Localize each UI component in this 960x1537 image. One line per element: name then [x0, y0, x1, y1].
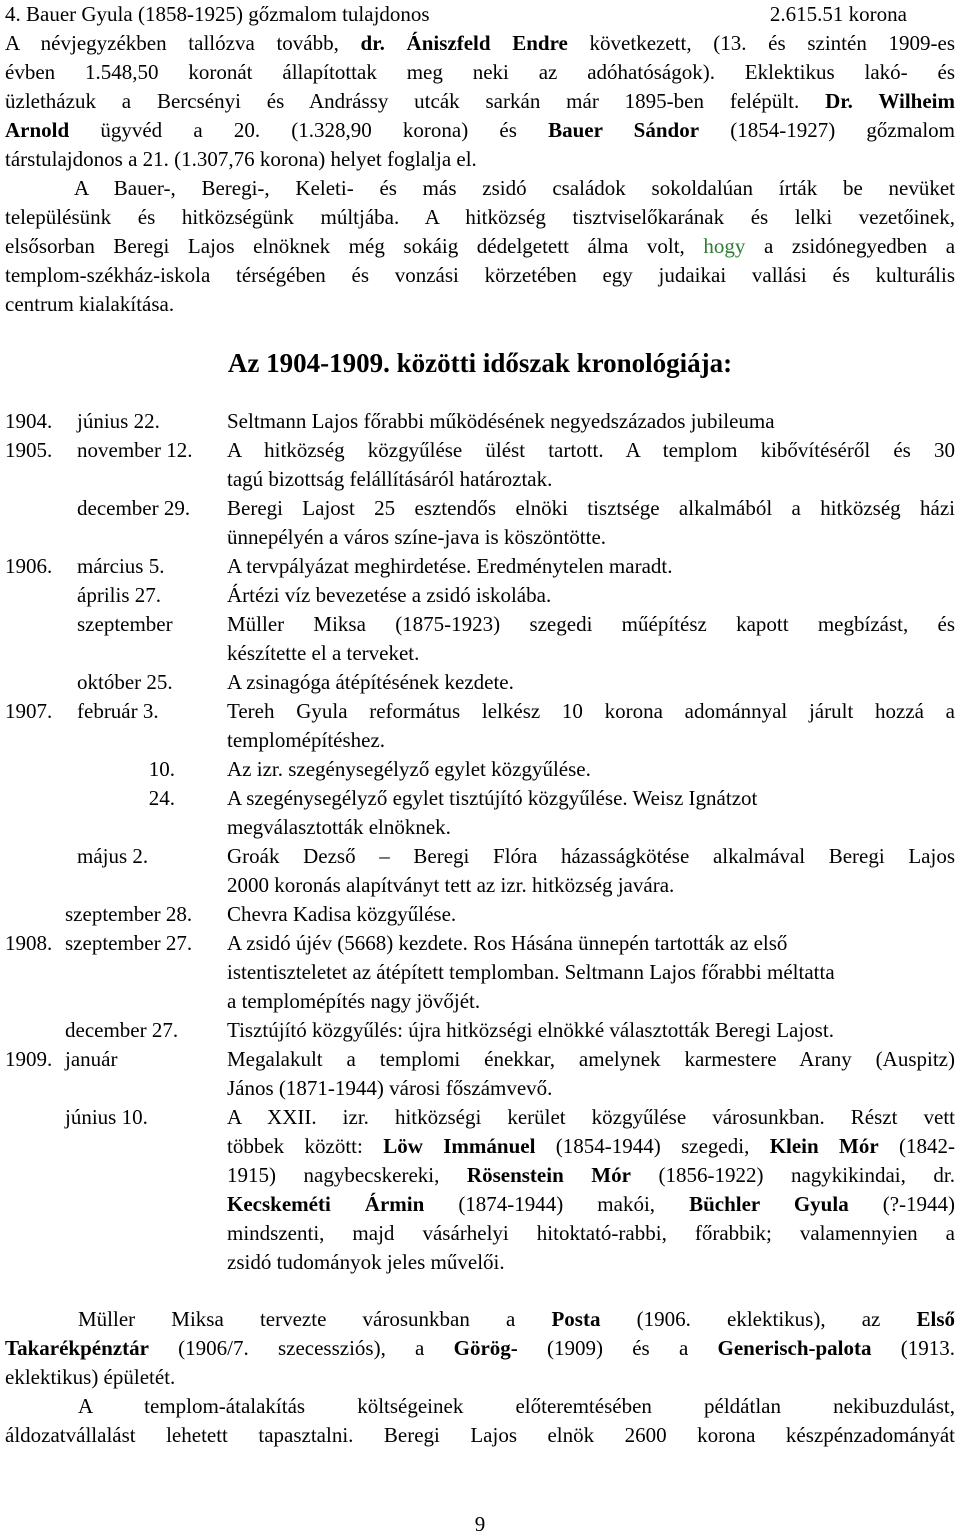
para4-line-1 — [78, 1392, 955, 1421]
section-heading: Az 1904-1909. közötti időszak kronológiája: — [227, 348, 733, 378]
chronology-row — [5, 987, 955, 1016]
chronology-row — [5, 958, 955, 987]
building-name: Takarékpénztár — [5, 1336, 149, 1360]
person-name: Büchler Gyula — [689, 1192, 849, 1216]
para3-line-1 — [78, 1305, 955, 1334]
event-text: János (1871-1944) városi főszámvevő. — [227, 1076, 553, 1100]
chronology-row — [5, 726, 955, 755]
event-text: Tereh Gyula református lelkész 10 korona adománnyal járult hozzá a — [227, 699, 955, 723]
date: 10. — [148, 757, 175, 781]
event-text — [227, 1190, 955, 1219]
event-text: Müller Miksa (1875-1923) szegedi műépítész kapott megbízást, és — [227, 612, 955, 636]
event-text: Groák Dezső – Beregi Flóra házasságkötése alkalmával Beregi Lajos — [227, 844, 955, 868]
para2-line-2 — [5, 203, 955, 232]
chronology-row — [5, 929, 955, 958]
chronology-row — [5, 552, 955, 581]
event-text: 2000 koronás alapítványt tett az izr. hitközség javára. — [227, 873, 675, 897]
event-text: Beregi Lajost 25 esztendős elnöki tisztsége alkalmából a hitközség házi — [227, 496, 955, 520]
date: április 27. — [77, 583, 161, 607]
text-span: ügyvéd a 20. (1.328,90 korona) és — [100, 118, 517, 142]
text-span: (1856-1922) nagykikindai, dr. — [658, 1163, 955, 1187]
intro-line-2 — [5, 29, 955, 58]
chronology-row — [5, 813, 955, 842]
text-span: (1842- — [899, 1134, 956, 1158]
text-span: (1906/7. szecessziós), a — [178, 1336, 425, 1360]
intro-line-6 — [5, 145, 955, 174]
event-text: A zsinagóga átépítésének kezdete. — [227, 670, 514, 694]
event-text: Tisztújító közgyűlés: újra hitközségi elnökké választották Beregi Lajost. — [227, 1018, 834, 1042]
year: 1905. — [5, 438, 53, 462]
chronology-row — [5, 668, 955, 697]
date: szeptember 27. — [65, 931, 193, 955]
person-name: Dr. Wilheim — [825, 89, 955, 113]
para2-line-1 — [74, 174, 955, 203]
event-text: A szegénysegélyző egylet tisztújító közgyűlése. Weisz Ignátzot — [227, 786, 758, 810]
text-span: eklektikus) épületét. — [5, 1365, 176, 1389]
person-name: Kecskeméti Ármin — [227, 1192, 425, 1216]
text-span: elsősorban Beregi Lajos elnöknek még sokáig dédelgetett álma volt, — [5, 234, 685, 258]
date: december 27. — [65, 1018, 179, 1042]
text-span: áldozatvállalást lehetett tapasztalni. Beregi Lajos elnök 2600 korona készpénzadományát — [5, 1423, 955, 1447]
chronology-row — [5, 407, 955, 436]
building-name: Generisch-palota — [717, 1336, 872, 1360]
intro-line-5 — [5, 116, 955, 145]
person-name: Arnold — [5, 118, 70, 142]
event-text — [227, 1161, 955, 1190]
event-text: megválasztották elnöknek. — [227, 815, 451, 839]
intro-line-4 — [5, 87, 955, 116]
event-text: A zsidó újév (5668) kezdete. Ros Hásána ünnepén tartották az első — [227, 931, 788, 955]
chronology-row — [5, 581, 955, 610]
text-span: üzletházuk a Bercsényi és Andrássy utcák sarkán már 1895-ben felépült. — [5, 89, 800, 113]
para2-line-3 — [5, 232, 955, 261]
year: 1909. — [5, 1047, 53, 1071]
chronology-row — [5, 610, 955, 639]
text-span: többek között: — [227, 1134, 363, 1158]
text-span: a zsidónegyedben a — [763, 234, 956, 258]
date: június 22. — [77, 409, 160, 433]
chronology-row — [5, 639, 955, 668]
person-name: Löw Immánuel — [383, 1134, 536, 1158]
text-span: társtulajdonos a 21. (1.307,76 korona) helyet foglalja el. — [5, 147, 477, 171]
chronology-row — [5, 465, 955, 494]
year: 1907. — [5, 699, 53, 723]
para2-line-4 — [5, 261, 955, 290]
chronology-row — [5, 1103, 955, 1132]
chronology-row — [5, 1190, 955, 1219]
intro-line-3 — [5, 58, 955, 87]
chronology-row — [5, 1248, 955, 1277]
para3-line-3 — [5, 1363, 955, 1392]
event-text: a templomépítés nagy jövőjét. — [227, 989, 481, 1013]
text-span: (1854-1927) gőzmalom — [730, 118, 956, 142]
date: március 5. — [77, 554, 165, 578]
chronology-row — [5, 900, 955, 929]
text-span: centrum kialakítása. — [5, 292, 175, 316]
text-span: (1909) és a — [547, 1336, 689, 1360]
intro-entry-value: 2.615.51 korona — [769, 2, 907, 26]
text-span: településünk és hitközségünk múltjába. A hitközség tisztviselőkarának és lelki vezetőinek, — [5, 205, 955, 229]
date: február 3. — [77, 699, 159, 723]
event-text: ünnepélyén a város színe-java is köszöntötte. — [227, 525, 607, 549]
year: 1908. — [5, 931, 53, 955]
text-span: (1874-1944) makói, — [458, 1192, 656, 1216]
date: október 25. — [77, 670, 173, 694]
highlighted-word: hogy — [703, 234, 746, 258]
para4-line-2 — [5, 1421, 955, 1450]
chronology-row — [5, 1074, 955, 1103]
chronology-row — [5, 784, 955, 813]
event-text: A hitközség közgyűlése ülést tartott. A templom kibővítéséről és 30 — [227, 438, 955, 462]
text-span: A templom-átalakítás költségeinek előteremtésében példátlan nekibuzdulást, — [78, 1394, 955, 1418]
chronology-row — [5, 697, 955, 726]
text-span: 1915) nagybecskereki, — [227, 1163, 440, 1187]
intro-entry-text: 4. Bauer Gyula (1858-1925) gőzmalom tulajdonos — [5, 2, 430, 26]
event-text: A tervpályázat meghirdetése. Eredménytelen maradt. — [227, 554, 673, 578]
text-span: (1906. eklektikus), az — [636, 1307, 881, 1331]
text-span: (1913. — [900, 1336, 955, 1360]
para3-line-2 — [5, 1334, 955, 1363]
building-name: Első — [916, 1307, 956, 1331]
text-span: templom-székház-iskola térségében és vonzási körzetében egy judaikai vallási és kulturális — [5, 263, 955, 287]
chronology-row — [5, 871, 955, 900]
event-text: tagú bizottság felállításáról határoztak. — [227, 467, 553, 491]
building-name: Posta — [551, 1307, 601, 1331]
text-span: Müller Miksa tervezte városunkban a — [78, 1307, 516, 1331]
event-text — [227, 1132, 955, 1161]
event-text: zsidó tudományok jeles művelői. — [227, 1250, 505, 1274]
chronology-row — [5, 1016, 955, 1045]
event-text: Megalakult a templomi énekkar, amelynek karmestere Arany (Auspitz) — [227, 1047, 955, 1071]
event-text: mindszenti, majd vásárhelyi hitoktató-rabbi, főrabbik; valamennyien a — [227, 1221, 955, 1245]
date: november 12. — [77, 438, 193, 462]
chronology-row — [5, 1161, 955, 1190]
person-name: Bauer Sándor — [548, 118, 700, 142]
event-text: Az izr. szegénysegélyző egylet közgyűlése. — [227, 757, 591, 781]
event-text: istentiszteletet az átépített templomban. Seltmann Lajos főrabbi méltatta — [227, 960, 835, 984]
person-name: dr. Ániszfeld Endre — [360, 31, 568, 55]
year: 1906. — [5, 554, 53, 578]
chronology-row — [5, 842, 955, 871]
intro-line-1 — [5, 0, 955, 29]
person-name: Rösenstein Mór — [466, 1163, 631, 1187]
text-span: évben 1.548,50 koronát állapítottak meg neki az adóhatóságok). Eklektikus lakó- és — [5, 60, 955, 84]
date: szeptember 28. — [65, 902, 193, 926]
date: június 10. — [65, 1105, 148, 1129]
person-name: Klein Mór — [769, 1134, 879, 1158]
page-number: 9 — [474, 1512, 486, 1536]
event-text: készítette el a terveket. — [227, 641, 420, 665]
date: január — [65, 1047, 118, 1071]
building-name: Görög- — [453, 1336, 518, 1360]
text-span: A Bauer-, Beregi-, Keleti- és más zsidó családok sokoldalúan írták be nevüket — [74, 176, 955, 200]
chronology-row — [5, 1132, 955, 1161]
para2-line-5 — [5, 290, 955, 319]
date: május 2. — [77, 844, 149, 868]
text-span: (?-1944) — [882, 1192, 956, 1216]
text-span: következett, (13. és szintén 1909-es — [589, 31, 956, 55]
event-text: A XXII. izr. hitközségi kerület közgyűlése városunkban. Részt vett — [227, 1105, 955, 1129]
chronology-row — [5, 1219, 955, 1248]
text-span: A névjegyzékben tallózva tovább, — [5, 31, 339, 55]
chronology-row — [5, 1045, 955, 1074]
date: 24. — [148, 786, 175, 810]
date: szeptember — [77, 612, 173, 636]
chronology-row — [5, 755, 955, 784]
event-text: templomépítéshez. — [227, 728, 386, 752]
chronology-row — [5, 523, 955, 552]
chronology-row — [5, 494, 955, 523]
chronology-row — [5, 436, 955, 465]
event-text: Ártézi víz bevezetése a zsidó iskolába. — [227, 583, 552, 607]
event-text: Seltmann Lajos főrabbi működésének negyedszázados jubileuma — [227, 409, 775, 433]
event-text: Chevra Kadisa közgyűlése. — [227, 902, 457, 926]
year: 1904. — [5, 409, 53, 433]
date: december 29. — [77, 496, 191, 520]
text-span: (1854-1944) szegedi, — [555, 1134, 750, 1158]
